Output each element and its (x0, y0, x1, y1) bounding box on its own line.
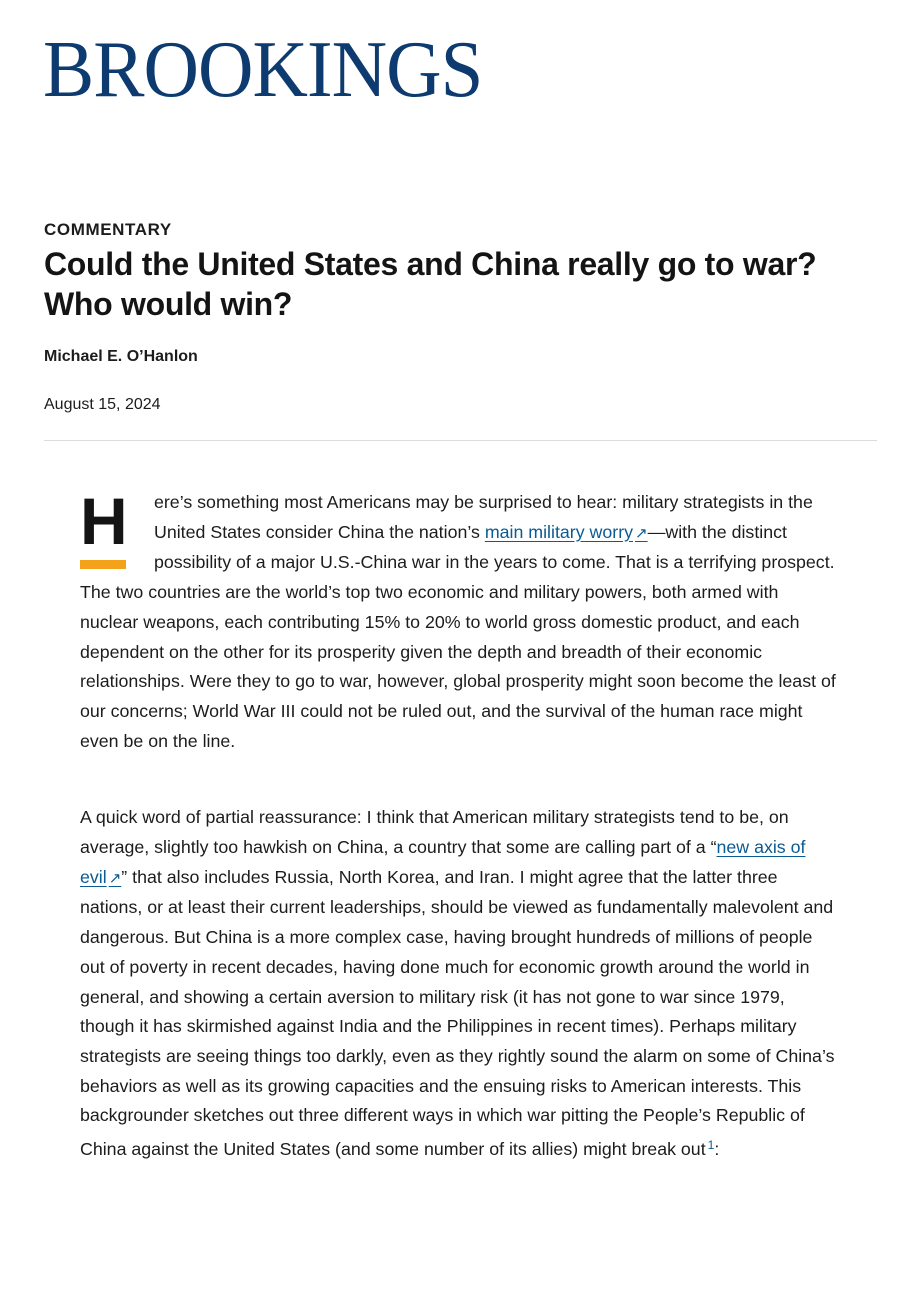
paragraph-1 (80, 484, 840, 756)
dropcap (80, 484, 128, 576)
dropcap-letter: H (80, 484, 128, 558)
article-author[interactable]: Michael E. O’Hanlon (44, 348, 198, 365)
external-link-icon: ↗ (635, 524, 648, 542)
article-body (80, 484, 840, 1212)
article-category: COMMENTARY (44, 220, 172, 239)
link-text: new axis of evil (80, 837, 806, 887)
paragraph-2 (80, 803, 840, 1164)
paragraph-2-text-start: A quick word of partial reassurance: I think that American military strategists tend to be, on average, slightly too hawkish on China, a country that some are calling part of a “ (80, 807, 789, 858)
link-text: main military worry (484, 521, 634, 542)
paragraph-2-text-end: : (714, 1139, 720, 1160)
paragraph-1-text-end: —with the distinct possibility of a major U.S.-China war in the years to come. That is a terrifying prospect. The two countries are the world’s top two economic and military powers, both armed with nuclear weapons, each contributing 15% to 20% to world gross domestic product, and each dependent on the other for its prosperity given the depth and breadth of their economic relationships. Were they to go to war, however, global prosperity might soon become the least of our concerns; World War III could not be ruled out, and the survival of the human race might even be on the line. (80, 521, 836, 751)
article-date: August 15, 2024 (44, 396, 161, 413)
external-link-icon: ↗ (108, 869, 122, 887)
footnote-1-link[interactable]: 1 (707, 1138, 715, 1153)
paragraph-2-text-middle: ” that also includes Russia, North Korea, and Iran. I might agree that the latter three nations, or at least their current leaderships, should be viewed as fundamentally malevolent and dangerous. But China is a more complex case, having brought hundreds of millions of people out of poverty in recent decades, having done much for economic growth around the world in general, and showing a certain aversion to military risk (it has not gone to war since 1979, though it has skirmished against India and the Philippines in recent times). Perhaps military strategists are seeing things too darkly, even as they rightly sound the alarm on some of China’s behaviors as well as its growing capacities and the ensuing risks to American interests. This backgrounder sketches out three different ways in which war pitting the People’s Republic of China against the United States (and some number of its allies) might break out (80, 866, 835, 1160)
brookings-logo[interactable]: BROOKINGS (43, 26, 483, 114)
article-title: Could the United States and China really go to war? Who would win? (44, 246, 817, 322)
dropcap-accent-bar (80, 560, 126, 569)
paragraph-1-text-start: ere’s something most Americans may be surprised to hear: military strategists in the United States consider China the nation’s (154, 492, 813, 542)
main-military-worry-link[interactable] (485, 522, 648, 542)
header-divider (44, 440, 877, 441)
